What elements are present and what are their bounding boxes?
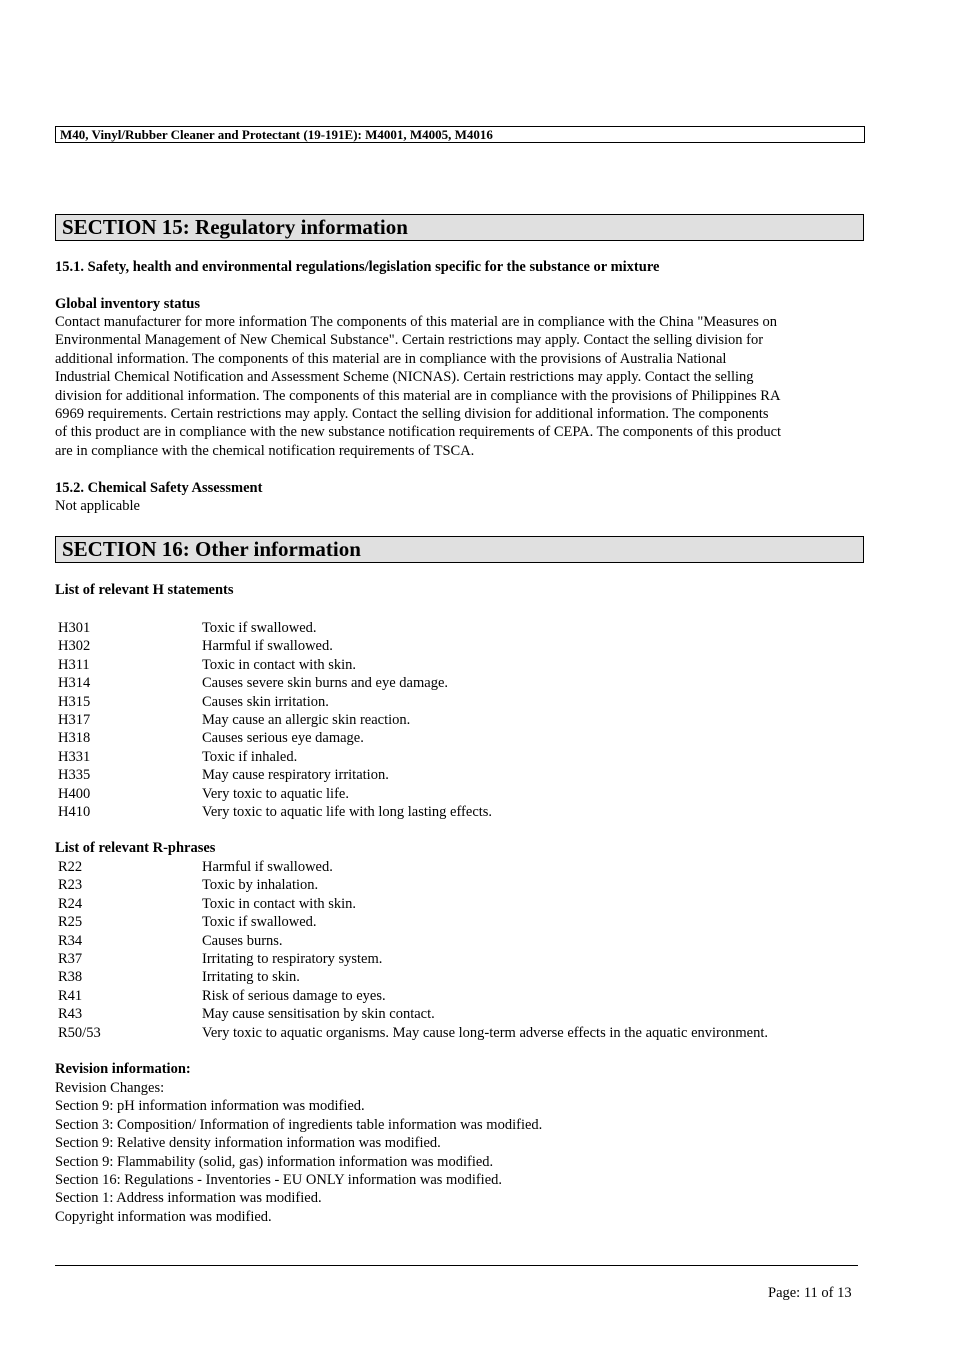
- h-statements-title: List of relevant H statements: [55, 582, 234, 598]
- r-text: May cause sensitisation by skin contact.: [202, 1006, 435, 1023]
- r-phrases-title: List of relevant R-phrases: [55, 840, 216, 856]
- inventory-line: 6969 requirements. Certain restrictions may apply. Contact the selling division for additional information. The components: [55, 405, 769, 422]
- revision-line: Section 16: Regulations - Inventories - EU ONLY information was modified.: [55, 1171, 503, 1188]
- revision-title: Revision information:: [55, 1061, 191, 1077]
- subsection-15-1-title: 15.1. Safety, health and environmental regulations/legislation specific for the substance or mixture: [55, 259, 660, 275]
- inventory-line: Environmental Management of New Chemical Substance". Certain restrictions may apply. Contact the selling division for: [55, 332, 764, 349]
- footer-divider: [55, 1265, 858, 1266]
- inventory-title: Global inventory status: [55, 296, 201, 312]
- h-code: H400: [58, 785, 91, 802]
- inventory-line: are in compliance with the chemical notification requirements of TSCA.: [55, 442, 475, 459]
- page-number: Page: 11 of 13: [768, 1285, 852, 1301]
- r-code: R22: [58, 859, 83, 875]
- revision-line: Section 9: Relative density information information was modified.: [55, 1135, 441, 1152]
- r-text: Irritating to respiratory system.: [202, 950, 383, 967]
- h-code: H315: [58, 693, 91, 710]
- h-text: Very toxic to aquatic life with long lasting effects.: [202, 803, 493, 820]
- h-code: H311: [58, 656, 90, 673]
- revision-line: Section 3: Composition/ Information of ingredients table information was modified.: [55, 1116, 543, 1133]
- h-code: H318: [58, 730, 91, 747]
- h-text: May cause respiratory irritation.: [202, 767, 389, 784]
- r-code: R41: [58, 987, 83, 1004]
- h-code: H317: [58, 711, 91, 728]
- inventory-line: Industrial Chemical Notification and Assessment Scheme (NICNAS). Certain restrictions may apply. Contact the selling: [55, 369, 754, 386]
- r-text: Toxic if swallowed.: [202, 914, 317, 931]
- r-code: R37: [58, 950, 83, 967]
- h-code: H302: [58, 638, 91, 655]
- r-code: R25: [58, 914, 83, 931]
- r-code: R43: [58, 1006, 83, 1023]
- r-code: R34: [58, 932, 83, 949]
- h-code: H410: [58, 803, 91, 820]
- revision-line: Section 9: Flammability (solid, gas) information information was modified.: [55, 1153, 494, 1170]
- revision-list: [55, 1079, 542, 1226]
- r-code: R50/53: [58, 1024, 101, 1041]
- r-code: R24: [58, 895, 83, 912]
- r-text: Toxic by inhalation.: [202, 877, 319, 894]
- subsection-15-2-text: Not applicable: [55, 498, 140, 514]
- product-header: M40, Vinyl/Rubber Cleaner and Protectant (19-191E): M4001, M4005, M4016: [55, 126, 865, 143]
- revision-line: Revision Changes:: [55, 1080, 165, 1096]
- h-code: H301: [58, 620, 91, 636]
- r-text: Very toxic to aquatic organisms. May cause long-term adverse effects in the aquatic environment.: [202, 1024, 768, 1041]
- h-text: Toxic if swallowed.: [202, 620, 317, 636]
- h-text: Toxic if inhaled.: [202, 748, 298, 765]
- r-code: R38: [58, 969, 83, 986]
- revision-line: Copyright information was modified.: [55, 1208, 272, 1225]
- r-text: Harmful if swallowed.: [202, 859, 333, 875]
- h-text: Causes skin irritation.: [202, 693, 329, 710]
- h-text: May cause an allergic skin reaction.: [202, 711, 411, 728]
- h-text: Very toxic to aquatic life.: [202, 785, 349, 802]
- revision-line: Section 9: pH information information was modified.: [55, 1098, 365, 1115]
- h-code: H314: [58, 675, 91, 692]
- h-text: Harmful if swallowed.: [202, 638, 333, 655]
- h-code: H335: [58, 767, 91, 784]
- r-text: Irritating to skin.: [202, 969, 300, 986]
- subsection-15-2-title: 15.2. Chemical Safety Assessment: [55, 480, 263, 496]
- r-text: Causes burns.: [202, 932, 283, 949]
- inventory-paragraph: [55, 313, 867, 460]
- r-code: R23: [58, 877, 83, 894]
- h-code: H331: [58, 748, 91, 765]
- inventory-line: Contact manufacturer for more information The components of this material are in compliance with the China "Measures on: [55, 314, 777, 330]
- inventory-line: of this product are in compliance with the new substance notification requirements of CEPA. The components of this product: [55, 424, 782, 441]
- r-text: Toxic in contact with skin.: [202, 895, 357, 912]
- r-text: Risk of serious damage to eyes.: [202, 987, 386, 1004]
- revision-line: Section 1: Address information was modified.: [55, 1190, 322, 1207]
- section-15-title: SECTION 15: Regulatory information: [55, 214, 864, 241]
- h-text: Causes serious eye damage.: [202, 730, 364, 747]
- inventory-line: additional information. The components of this material are in compliance with the provisions of Australia National: [55, 350, 727, 367]
- inventory-line: division for additional information. The components of this material are in compliance with the provisions of Philippines RA: [55, 387, 781, 404]
- section-16-title: SECTION 16: Other information: [55, 536, 864, 563]
- h-text: Causes severe skin burns and eye damage.: [202, 675, 449, 692]
- h-text: Toxic in contact with skin.: [202, 656, 357, 673]
